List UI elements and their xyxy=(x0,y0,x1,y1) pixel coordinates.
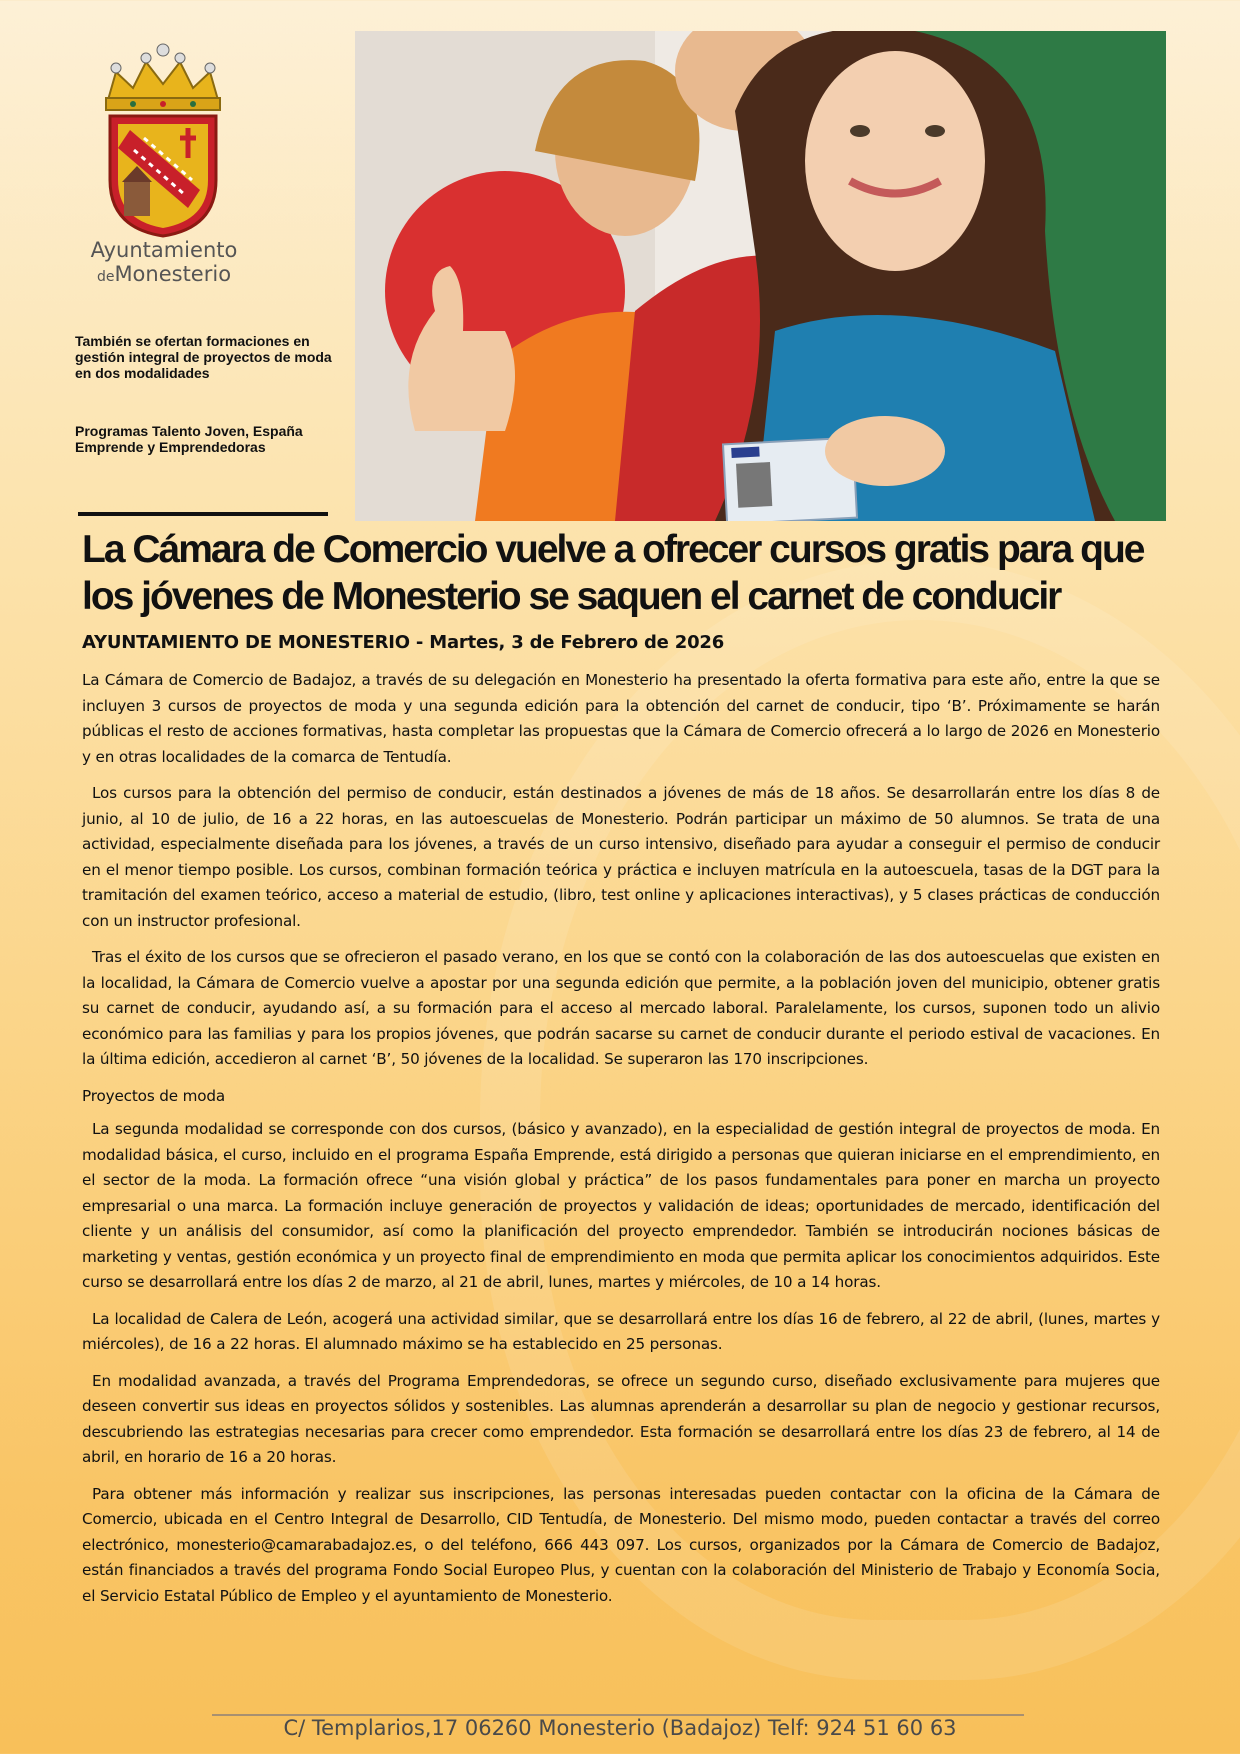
crown-icon xyxy=(106,44,220,110)
divider-short xyxy=(78,512,328,516)
article-paragraph: La segunda modalidad se corresponde con dos cursos, (básico y avanzado), en la especialidad de gestión integral de proyectos de moda. En modalidad básica, el curso, incluido en el programa España Emprende, está dirigido a personas que quieran iniciarse en el emprendimiento, en el sector de la moda. La formación ofrece “una visión global y práctica” de los pasos fundamentales para poner en marcha un proyecto empresarial o una marca. La formación incluye generación de proyectos y validación de ideas; oportunidades de mercado, identificación del cliente y un análisis del consumidor, así como la planificación del proyecto emprendedor. También se introducirán nociones básicas de marketing y ventas, gestión económica y un proyecto final de emprendimiento en moda que permita aplicar los conocimientos adquiridos. Este curso se desarrollará entre los días 2 de marzo, al 21 de abril, lunes, martes y miércoles, de 10 a 14 horas. xyxy=(82,1120,1160,1291)
hero-photo xyxy=(355,31,1166,521)
article-byline: AYUNTAMIENTO DE MONESTERIO - Martes, 3 de Febrero de 2026 xyxy=(82,632,725,653)
hero-photo-illustration xyxy=(355,31,1166,521)
brand-wordmark xyxy=(90,238,238,289)
article-paragraph: Tras el éxito de los cursos que se ofrecieron el pasado verano, en los que se contó con la colaboración de las dos autoescuelas que existen en la localidad, la Cámara de Comercio vuelve a apostar por una segunda edición que permite, a la población joven del municipio, obtener gratis su carnet de conducir, ayudando así, a su formación para el acceso al mercado laboral. Paralelamente, los cursos, suponen todo un alivio económico para las familias y para los propios jóvenes, que podrán sacarse su carnet de conducir durante el periodo estival de vacaciones. En la última edición, accedieron al carnet ‘B’, 50 jóvenes de la localidad. Se superaron las 170 inscripciones. xyxy=(82,948,1160,1068)
footer-address: C/ Templarios,17 06260 Monesterio (Badajoz) Telf: 924 51 60 63 xyxy=(283,1716,957,1740)
article-paragraph: La Cámara de Comercio de Badajoz, a través de su delegación en Monesterio ha presentado la oferta formativa para este año, entre la que se incluyen 3 cursos de proyectos de moda y una segunda edición para la obtención del carnet de conducir, tipo ‘B’. Próximamente se harán públicas el resto de acciones formativas, hasta completar las propuestas que la Cámara de Comercio ofrecerá a lo largo de 2026 en Monesterio y en otras localidades de la comarca de Tentudía. xyxy=(82,671,1160,766)
article-paragraph: Los cursos para la obtención del permiso de conducir, están destinados a jóvenes de más de 18 años. Se desarrollarán entre los días 8 de junio, al 10 de julio, de 16 a 22 horas, en las autoescuelas de Monesterio. Podrán participar un máximo de 50 alumnos. Se trata de una actividad, especialmente diseñada para los jóvenes, a través de un curso intensivo, diseñado para ayudar a conseguir el permiso de conducir en el menor tiempo posible. Los cursos, combinan formación teórica y práctica e incluyen matrícula en la autoescuela, tasas de la DGT para la tramitación del examen teórico, acceso a material de estudio, (libro, test online y aplicaciones interactivas), y 5 clases prácticas de conducción con un instructor profesional. xyxy=(82,784,1160,930)
article-paragraph: En modalidad avanzada, a través del Programa Emprendedoras, se ofrece un segundo curso, diseñado exclusivamente para mujeres que deseen convertir sus ideas en proyectos sólidos y sostenibles. Las alumnas aprenderán a desarrollar su plan de negocio y gestionar recursos, descubriendo las estrategias necesarias para crecer como emprendedor. Esta formación se desarrollará entre los días 23 de febrero, al 14 de abril, en horario de 16 a 20 horas. xyxy=(82,1371,1160,1466)
article-headline: La Cámara de Comercio vuelve a ofrecer cursos gratis para que los jóvenes de Monesterio se saquen el carnet de conducir xyxy=(82,528,1144,618)
brand-name-line2: Monesterio xyxy=(114,262,232,286)
sidebar-note-programas: Programas Talento Joven, España Emprende y Emprendedoras xyxy=(75,423,303,455)
article-paragraph: La localidad de Calera de León, acogerá una actividad similar, que se desarrollará entre los días 16 de febrero, al 22 de abril, (lunes, martes y miércoles), de 16 a 22 horas. El alumnado máximo se ha establecido en 25 personas. xyxy=(82,1309,1160,1353)
sidebar-note-formaciones: También se ofertan formaciones en gestión integral de proyectos de moda en dos modalidades xyxy=(75,333,332,381)
article-body xyxy=(82,668,1160,1620)
brand-name-line1: Ayuntamiento xyxy=(90,238,238,262)
article-paragraph: Para obtener más información y realizar sus inscripciones, las personas interesadas pueden contactar con la oficina de la Cámara de Comercio, ubicada en el Centro Integral de Desarrollo, CID Tentudía, de Monesterio. Del mismo modo, pueden contactar a través del correo electrónico, monesterio@camarabadajoz.es, o del teléfono, 666 443 097. Los cursos, organizados por la Cámara de Comercio de Badajoz, están financiados a través del programa Fondo Social Europeo Plus, y cuentan con la colaboración del Ministerio de Trabajo y Economía Socia, el Servicio Estatal Público de Empleo y el ayuntamiento de Monesterio. xyxy=(82,1484,1160,1605)
brand-name-prefix: de xyxy=(96,269,115,285)
article-subheading: Proyectos de moda xyxy=(82,1086,226,1105)
